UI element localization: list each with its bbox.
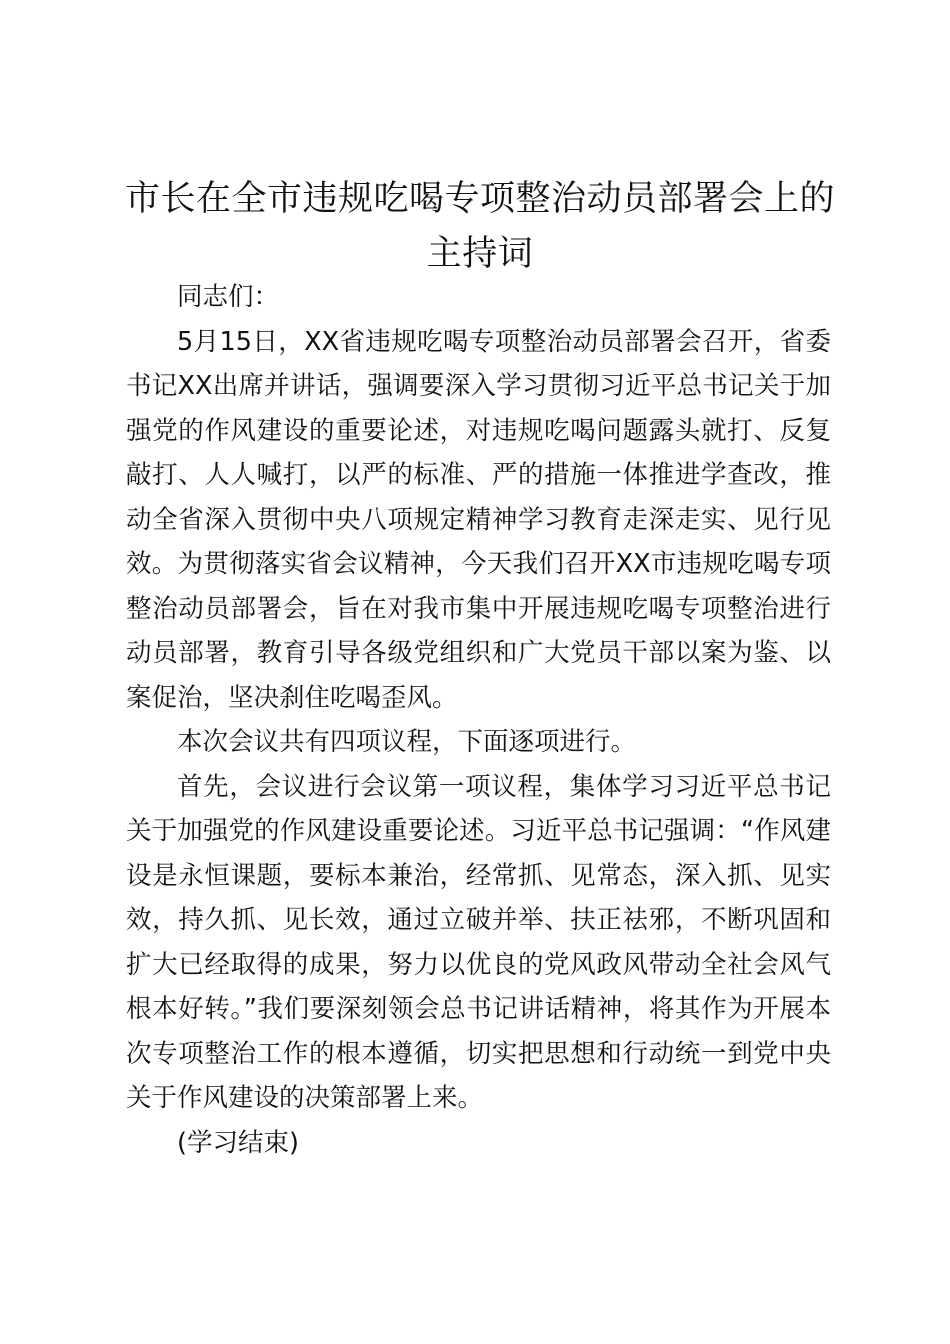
salutation: 同志们： (177, 282, 280, 312)
document-title (110, 172, 850, 282)
title-line-1: 市长在全市违规吃喝专项整治动员部署会上的 (124, 179, 835, 219)
body-paragraph: 首先，会议进行会议第一项议程，集体学习习近平总书记关于加强党的作风建设重要论述。习近平总书记强调：“作风建设是永恒课题，要标本兼治，经常抓、见常态，深入抓、见实效，持久抓、见长效，通过立破并举、扶正祛邪，不断巩固和扩大已经取得的成果，努力以优良的党风政风带动全社会风气根本好转。”我们要深刻领会总书记讲话精神，将其作为开展本次专项整治工作的根本遵循，切实把思想和行动统一到党中央关于作风建设的决策部署上来。 (126, 771, 831, 1113)
body-paragraph: 本次会议共有四项议程，下面逐项进行。 (177, 727, 637, 757)
stage-note: (学习结束) (177, 1127, 299, 1158)
body-paragraph: 5月15日，XX省违规吃喝专项整治动员部署会召开，省委书记XX出席并讲话，强调要深入学习贯彻习近平总书记关于加强党的作风建设的重要论述，对违规吃喝问题露头就打、反复敲打、人人喊打，以严的标准、严的措施一体推进学查改，推动全省深入贯彻中央八项规定精神学习教育走深走实、见行见效。为贯彻落实省会议精神，今天我们召开XX市违规吃喝专项整治动员部署会，旨在对我市集中开展违规吃喝专项整治进行动员部署，教育引导各级党组织和广大党员干部以案为鉴、以案促治，坚决刹住吃喝歪风。 (126, 326, 831, 713)
document-body (126, 275, 831, 1165)
title-line-2: 主持词 (426, 234, 534, 274)
